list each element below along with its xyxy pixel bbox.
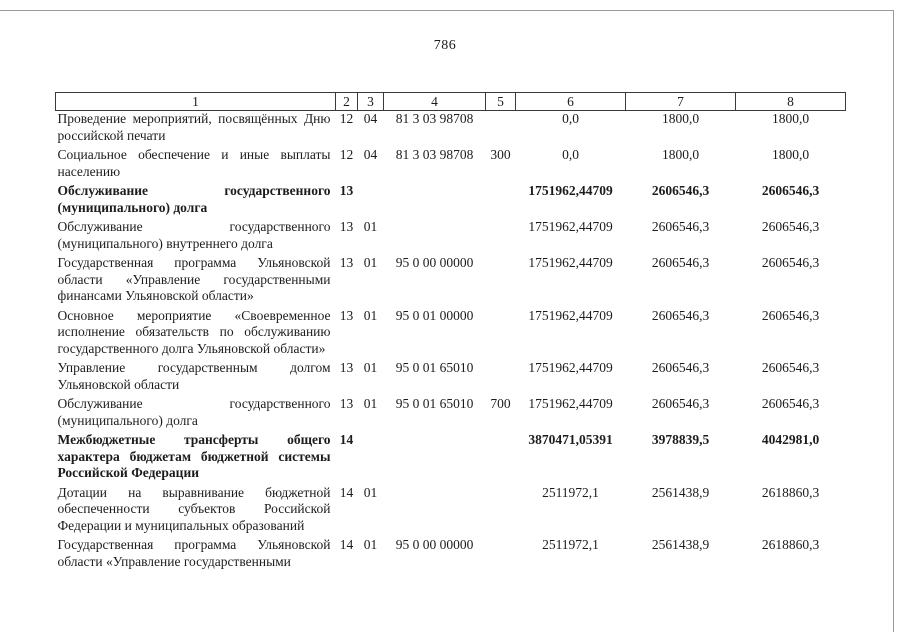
row-col-4-value: [384, 183, 486, 219]
row-col-7-value: 2606546,3: [651, 307, 710, 323]
row-description: Социальное обеспечение и иные выплаты населению: [57, 147, 331, 179]
table-row: [56, 147, 846, 183]
row-col-7-value: 2606546,3: [651, 219, 710, 234]
header-col-7: 7: [626, 93, 736, 111]
row-col-6-value: 1751962,44709: [528, 183, 613, 198]
page-border-top: [0, 10, 894, 11]
table-header: [56, 93, 846, 111]
row-col-8-value: 1800,0: [771, 111, 810, 126]
page-number: 786: [433, 38, 457, 53]
row-col-5-value: [486, 219, 516, 255]
row-description: Обслуживание государственного (муниципального) внутреннего долга: [57, 219, 331, 251]
row-col-6-value: 1751962,44709: [528, 255, 613, 270]
row-col-8-value: 2606546,3: [761, 396, 820, 411]
row-col-3-value: [358, 432, 384, 485]
row-col-6-value: 0,0: [562, 147, 579, 162]
row-col-5-value: [486, 111, 516, 148]
row-col-6-value: 2511972,1: [542, 537, 599, 552]
row-description: Основное мероприятие «Своевременное исполнение обязательств по обслуживанию государственного долга Ульяновской области»: [57, 307, 331, 356]
table-row: [56, 255, 846, 308]
row-description: Государственная программа Ульяновской области «Управление государственными: [57, 537, 331, 569]
row-col-3-value: 04: [363, 111, 378, 126]
row-col-4-value: 95 0 00 00000: [395, 255, 474, 270]
row-col-6-value: 1751962,44709: [528, 360, 613, 375]
row-col-3-value: 01: [363, 484, 378, 500]
table-row: [56, 111, 846, 148]
row-col-7-value: 2561438,9: [651, 484, 710, 500]
header-row: [56, 93, 846, 111]
row-col-8-value: 2618860,3: [761, 484, 820, 500]
row-col-8-value: 2606546,3: [761, 255, 820, 270]
row-col-5-value: [486, 360, 516, 396]
row-description: Государственная программа Ульяновской области «Управление государственными финансами Ульяновской области»: [57, 255, 331, 303]
row-col-2-value: 13: [339, 183, 354, 198]
table-row: [56, 537, 846, 573]
row-col-2-value: 14: [339, 537, 354, 552]
header-col-6: 6: [516, 93, 626, 111]
row-col-4-value: 95 0 00 00000: [395, 537, 474, 552]
row-col-4-value: 81 3 03 98708: [395, 111, 474, 126]
row-col-8-value: 2606546,3: [761, 219, 820, 234]
row-col-7-value: 1800,0: [661, 147, 700, 162]
table-row: [56, 396, 846, 432]
row-col-8-value: 2606546,3: [761, 360, 820, 375]
table-row: [56, 308, 846, 361]
table-row: [56, 219, 846, 255]
row-col-5-value: [486, 537, 516, 573]
row-col-2-value: 13: [339, 360, 354, 375]
row-col-3-value: 01: [363, 255, 378, 270]
row-col-2-value: 13: [339, 219, 354, 234]
row-description: Дотации на выравнивание бюджетной обеспеченности субъектов Российской Федерации и муниципальных образований: [57, 484, 331, 533]
row-col-3-value: 01: [363, 307, 378, 323]
row-col-6-value: 3870471,05391: [528, 432, 613, 447]
row-col-2-value: 14: [339, 484, 354, 500]
row-col-7-value: 3978839,5: [651, 432, 710, 447]
row-col-5-value: [486, 255, 516, 308]
budget-table: [55, 92, 846, 573]
header-col-5: 5: [486, 93, 516, 111]
header-col-1: 1: [56, 93, 336, 111]
row-col-5-value: [486, 308, 516, 361]
row-col-7-value: 2606546,3: [651, 255, 710, 270]
row-col-5-value: [486, 432, 516, 485]
row-col-2-value: 13: [339, 307, 354, 323]
row-description: Межбюджетные трансферты общего характера бюджетам бюджетной системы Российской Федерации: [57, 432, 331, 480]
row-col-2-value: 12: [339, 147, 354, 162]
row-col-6-value: 1751962,44709: [528, 396, 613, 411]
row-col-4-value: [384, 432, 486, 485]
row-col-7-value: 2561438,9: [651, 537, 710, 552]
row-col-8-value: 2606546,3: [761, 183, 820, 198]
row-col-8-value: 2606546,3: [761, 307, 820, 323]
row-col-3-value: 04: [363, 147, 378, 162]
row-col-4-value: 81 3 03 98708: [395, 147, 474, 162]
row-description: Обслуживание государственного (муниципального) долга: [57, 396, 331, 428]
row-col-6-value: 2511972,1: [542, 484, 599, 500]
row-col-7-value: 2606546,3: [651, 360, 710, 375]
row-col-2-value: 13: [339, 396, 354, 411]
row-description: Управление государственным долгом Ульяновской области: [57, 360, 331, 392]
row-col-5-value: 300: [490, 147, 511, 162]
row-col-5-value: [486, 485, 516, 538]
table-row: [56, 360, 846, 396]
header-col-4: 4: [384, 93, 486, 111]
header-col-2: 2: [336, 93, 358, 111]
row-col-4-value: 95 0 01 65010: [395, 360, 474, 375]
row-col-3-value: 01: [363, 360, 378, 375]
row-col-8-value: 1800,0: [771, 147, 810, 162]
row-col-3-value: 01: [363, 396, 378, 411]
row-col-5-value: [486, 183, 516, 219]
row-col-4-value: [384, 485, 486, 538]
table-body: [56, 111, 846, 574]
header-col-3: 3: [358, 93, 384, 111]
table-row: [56, 432, 846, 485]
row-description: Обслуживание государственного (муниципального) долга: [57, 183, 331, 215]
row-col-3-value: 01: [363, 219, 378, 234]
row-col-7-value: 2606546,3: [651, 396, 710, 411]
row-col-6-value: 1751962,44709: [528, 219, 613, 234]
row-description: Проведение мероприятий, посвящённых Дню российской печати: [57, 111, 331, 143]
row-col-2-value: 13: [339, 255, 354, 270]
page-border-right: [893, 10, 894, 632]
table-row: [56, 485, 846, 538]
row-col-4-value: 95 0 01 00000: [395, 307, 474, 323]
header-col-8: 8: [736, 93, 846, 111]
row-col-2-value: 14: [339, 432, 354, 447]
row-col-6-value: 0,0: [562, 111, 579, 126]
row-col-7-value: 1800,0: [661, 111, 700, 126]
row-col-5-value: 700: [490, 396, 511, 411]
row-col-3-value: [358, 183, 384, 219]
row-col-2-value: 12: [339, 111, 354, 126]
row-col-3-value: 01: [363, 537, 378, 552]
row-col-8-value: 2618860,3: [761, 537, 820, 552]
row-col-7-value: 2606546,3: [651, 183, 710, 198]
row-col-4-value: 95 0 01 65010: [395, 396, 474, 411]
row-col-6-value: 1751962,44709: [528, 307, 613, 323]
row-col-4-value: [384, 219, 486, 255]
row-col-8-value: 4042981,0: [761, 432, 820, 447]
table-row: [56, 183, 846, 219]
